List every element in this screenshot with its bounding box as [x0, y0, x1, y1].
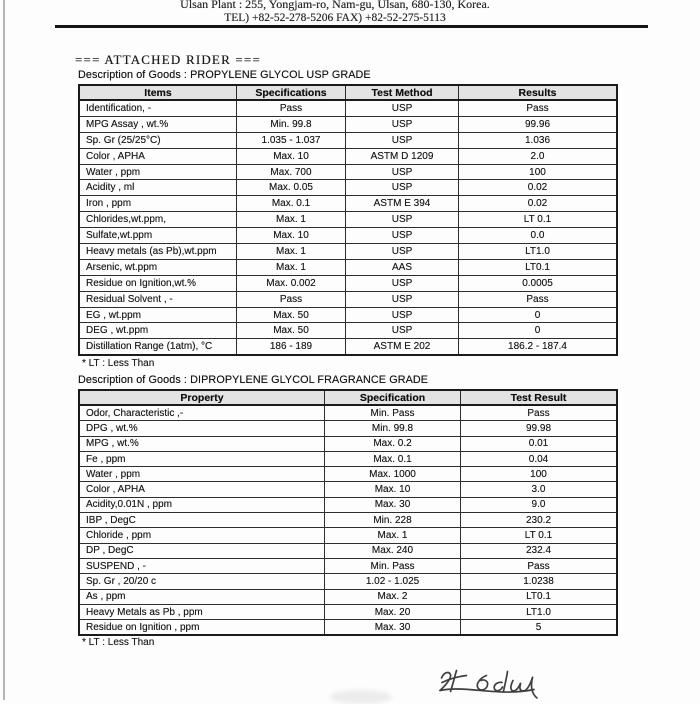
table-cell: LT 0.1	[459, 212, 618, 228]
table-row	[79, 421, 617, 436]
table-cell: LT0.1	[461, 589, 618, 604]
table-cell: Max. 240	[325, 543, 461, 558]
table-row	[79, 228, 617, 244]
table-cell: Max. 2	[325, 589, 461, 604]
table-cell: 186 - 189	[237, 339, 346, 355]
table-row	[79, 528, 617, 543]
table-row	[79, 589, 617, 604]
letterhead-rule	[55, 25, 648, 28]
table-cell: Arsenic, wt.ppm	[79, 259, 237, 275]
footnote-lt-2: * LT : Less Than	[82, 637, 155, 648]
table-cell: Heavy Metals as Pb , ppm	[79, 604, 325, 619]
table-row	[79, 307, 617, 323]
table-cell: USP	[346, 244, 459, 260]
table-cell: Sulfate,wt.ppm	[79, 228, 237, 244]
table-cell: 0.02	[459, 180, 618, 196]
table-cell: Max. 30	[325, 620, 461, 636]
table-cell: 1.0238	[461, 574, 618, 589]
table-row	[79, 148, 617, 164]
table-row	[79, 543, 617, 558]
table-cell: DEG , wt.ppm	[79, 323, 237, 339]
table-row	[79, 323, 617, 339]
table-cell: Chlorides,wt.ppm,	[79, 212, 237, 228]
table-row	[79, 259, 617, 275]
table-row	[79, 405, 617, 421]
table-cell: USP	[346, 164, 459, 180]
table-cell: LT1.0	[461, 604, 618, 619]
table-cell: Max. 0.1	[237, 196, 346, 212]
table-cell: 0.01	[461, 436, 618, 451]
table-row	[79, 339, 617, 355]
table-cell: Max. 0.2	[325, 436, 461, 451]
table-row	[79, 196, 617, 212]
table-cell: Max. 0.05	[237, 180, 346, 196]
table-cell: EG , wt.ppm	[79, 307, 237, 323]
table-cell: Max. 1	[237, 259, 346, 275]
table-cell: Heavy metals (as Pb),wt.ppm	[79, 244, 237, 260]
table-row	[79, 116, 617, 132]
table-cell: Acidity , ml	[79, 180, 237, 196]
table-row	[79, 482, 617, 497]
table-row	[79, 574, 617, 589]
table-cell: LT0.1	[459, 259, 618, 275]
table-cell: 186.2 - 187.4	[459, 339, 618, 355]
table-cell: Pass	[237, 100, 346, 116]
table-cell: Max. 0.1	[325, 451, 461, 466]
table-cell: Residue on Ignition , ppm	[79, 620, 325, 636]
letterhead-phone: TEL) +82-52-278-5206 FAX) +82-52-275-5113	[224, 12, 446, 24]
table-row	[79, 244, 617, 260]
column-header: Items	[79, 85, 237, 100]
table-cell: As , ppm	[79, 589, 325, 604]
goods-description-usp: Description of Goods : PROPYLENE GLYCOL USP GRADE	[78, 69, 371, 81]
table-cell: 2.0	[459, 148, 618, 164]
table-row	[79, 497, 617, 512]
table-row	[79, 212, 617, 228]
scan-edge-line	[3, 0, 5, 700]
table-cell: ASTM D 1209	[346, 148, 459, 164]
spec-table-dipropylene-glycol	[78, 389, 618, 636]
table-cell: 0	[459, 307, 618, 323]
header-row	[79, 390, 617, 405]
table-cell: 3.0	[461, 482, 618, 497]
table-cell: Residual Solvent , -	[79, 291, 237, 307]
table-cell: Max. 30	[325, 497, 461, 512]
table-row	[79, 436, 617, 451]
table-cell: Distillation Range (1atm), °C	[79, 339, 237, 355]
column-header: Test Method	[346, 85, 459, 100]
table-cell: Identification, -	[79, 100, 237, 116]
table-cell: Max. 0.002	[237, 275, 346, 291]
table-cell: 99.96	[459, 116, 618, 132]
table-cell: ASTM E 394	[346, 196, 459, 212]
table-cell: DPG , wt.%	[79, 421, 325, 436]
table-row	[79, 100, 617, 116]
table-cell: 100	[459, 164, 618, 180]
table-cell: DP , DegC	[79, 543, 325, 558]
table-cell: USP	[346, 180, 459, 196]
table-cell: Sp. Gr (25/25°C)	[79, 132, 237, 148]
table-cell: 0.04	[461, 451, 618, 466]
table-cell: MPG Assay , wt.%	[79, 116, 237, 132]
table-cell: Chloride , ppm	[79, 528, 325, 543]
header-row	[79, 85, 617, 100]
table-cell: Color , APHA	[79, 148, 237, 164]
table-cell: USP	[346, 307, 459, 323]
table-cell: 100	[461, 467, 618, 482]
table-row	[79, 132, 617, 148]
table-cell: Pass	[237, 291, 346, 307]
table-cell: Max. 50	[237, 323, 346, 339]
table-cell: Max. 1	[237, 212, 346, 228]
letterhead-address: Ulsan Plant : 255, Yongjam-ro, Nam-gu, Ulsan, 680-130, Korea.	[180, 0, 490, 11]
table-cell: MPG , wt.%	[79, 436, 325, 451]
table-cell: Max. 700	[237, 164, 346, 180]
column-header: Property	[79, 390, 325, 405]
table-cell: Odor, Characteristic ,-	[79, 405, 325, 421]
table-cell: 9.0	[461, 497, 618, 512]
table-row	[79, 291, 617, 307]
table-cell: LT 0.1	[461, 528, 618, 543]
table-row	[79, 558, 617, 573]
table-row	[79, 513, 617, 528]
table-cell: 0.0005	[459, 275, 618, 291]
rider-title: === ATTACHED RIDER ===	[75, 52, 261, 67]
table-cell: Pass	[459, 291, 618, 307]
table-cell: Min. 228	[325, 513, 461, 528]
table-cell: SUSPEND , -	[79, 558, 325, 573]
table-cell: USP	[346, 116, 459, 132]
table-cell: USP	[346, 132, 459, 148]
table-cell: Iron , ppm	[79, 196, 237, 212]
handwritten-signature-scribble-icon	[420, 658, 580, 700]
table-cell: Water , ppm	[79, 164, 237, 180]
table-row	[79, 164, 617, 180]
table-cell: USP	[346, 291, 459, 307]
spec-table-propylene-glycol	[78, 84, 618, 356]
table-cell: Min. 99.8	[237, 116, 346, 132]
table-cell: Fe , ppm	[79, 451, 325, 466]
table-cell: Pass	[461, 558, 618, 573]
table-cell: USP	[346, 212, 459, 228]
table-cell: IBP , DegC	[79, 513, 325, 528]
table-cell: 0	[459, 323, 618, 339]
table-cell: Max. 10	[237, 148, 346, 164]
table-cell: Max. 10	[325, 482, 461, 497]
table-cell: 232.4	[461, 543, 618, 558]
table-cell: USP	[346, 100, 459, 116]
table-row	[79, 620, 617, 636]
goods-description-fragrance: Description of Goods : DIPROPYLENE GLYCOL FRAGRANCE GRADE	[78, 374, 429, 386]
column-header: Results	[459, 85, 618, 100]
column-header: Test Result	[461, 390, 618, 405]
table-cell: Max. 1	[237, 244, 346, 260]
table-cell: ASTM E 202	[346, 339, 459, 355]
table-cell: Max. 50	[237, 307, 346, 323]
table-cell: AAS	[346, 259, 459, 275]
table-cell: Min. 99.8	[325, 421, 461, 436]
table-cell: 1.036	[459, 132, 618, 148]
table-cell: Water , ppm	[79, 467, 325, 482]
table-cell: Max. 1	[325, 528, 461, 543]
table-cell: USP	[346, 228, 459, 244]
table-cell: Residue on Ignition,wt.%	[79, 275, 237, 291]
table-cell: 99.98	[461, 421, 618, 436]
table-row	[79, 180, 617, 196]
table-cell: LT1.0	[459, 244, 618, 260]
table-cell: Max. 10	[237, 228, 346, 244]
footnote-lt-1: * LT : Less Than	[82, 358, 155, 369]
table-cell: Sp. Gr , 20/20 c	[79, 574, 325, 589]
table-cell: Acidity,0.01N , ppm	[79, 497, 325, 512]
table-cell: 1.035 - 1.037	[237, 132, 346, 148]
table-cell: USP	[346, 323, 459, 339]
column-header: Specification	[325, 390, 461, 405]
scan-smudge	[330, 690, 392, 704]
table-row	[79, 275, 617, 291]
table-cell: 0.0	[459, 228, 618, 244]
column-header: Specifications	[237, 85, 346, 100]
table-cell: Min. Pass	[325, 405, 461, 421]
table-cell: USP	[346, 275, 459, 291]
table-row	[79, 604, 617, 619]
table-cell: 230.2	[461, 513, 618, 528]
table-row	[79, 451, 617, 466]
table-cell: Min. Pass	[325, 558, 461, 573]
table-cell: Color , APHA	[79, 482, 325, 497]
table-cell: 0.02	[459, 196, 618, 212]
table-cell: 5	[461, 620, 618, 636]
table-cell: Max. 20	[325, 604, 461, 619]
table-row	[79, 467, 617, 482]
table-cell: 1.02 - 1.025	[325, 574, 461, 589]
table-cell: Pass	[459, 100, 618, 116]
table-cell: Max. 1000	[325, 467, 461, 482]
table-cell: Pass	[461, 405, 618, 421]
